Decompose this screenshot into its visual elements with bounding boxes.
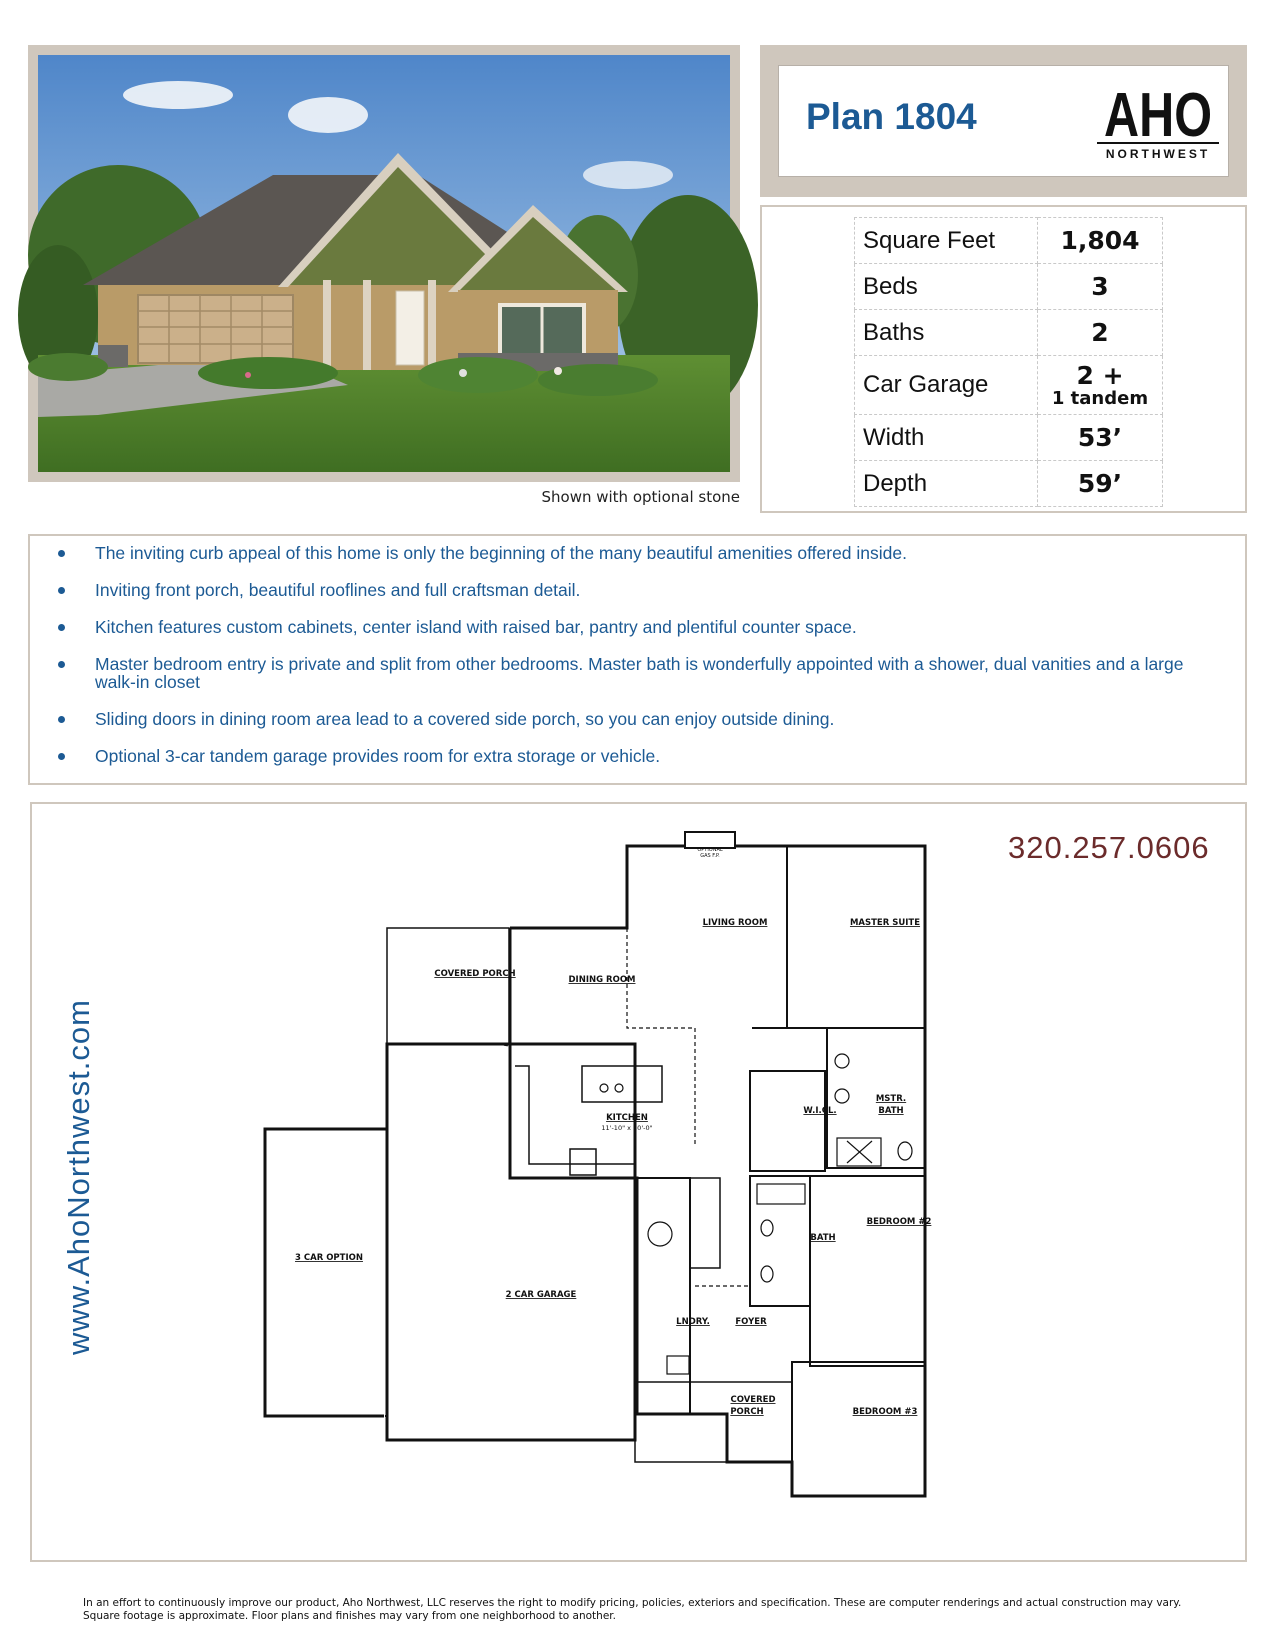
spec-value: 3 [1038,264,1163,310]
kitchen-dimensions: 11'-10" x 10'-0" [601,1124,653,1132]
spec-label: Beds [855,264,1038,310]
bullet-icon [58,661,65,668]
feature-item: The inviting curb appeal of this home is only the beginning of the many beautiful amenities offered inside. [30,544,1245,562]
features-list [30,544,1245,784]
bullet-icon [58,550,65,557]
floor-plan-drawing [257,816,1017,1536]
specs-table [854,217,1163,507]
bullet-icon [58,587,65,594]
spec-label: Width [855,415,1038,461]
room-foyer: FOYER [735,1317,767,1327]
room-covered-porch-front-line2: PORCH [730,1407,764,1417]
feature-item: Master bedroom entry is private and split from other bedrooms. Master bath is wonderfully appointed with a shower, dual vanities and a large walk-in closet [30,655,1245,691]
room-laundry: LNDRY. [676,1317,710,1327]
feature-item: Kitchen features custom cabinets, center island with raised bar, pantry and plentiful counter space. [30,618,1245,636]
room-master-suite: MASTER SUITE [849,918,921,928]
room-covered-porch-front-line1: COVERED [730,1395,776,1405]
spec-value: 2 [1038,310,1163,356]
room-master-bath-line1: MSTR. [875,1094,907,1104]
fireplace-label: GAS F.P. [700,853,720,859]
house-rendering [38,55,730,472]
title-frame [760,45,1247,197]
bullet-icon [58,624,65,631]
photo-caption: Shown with optional stone [541,488,740,506]
room-living-room: LIVING ROOM [702,918,768,928]
room-covered-porch-side: COVERED PORCH [434,969,516,979]
spec-label: Baths [855,310,1038,356]
plan-title: Plan 1804 [806,96,977,137]
room-master-bath-line2: BATH [878,1106,904,1116]
feature-item: Inviting front porch, beautiful rooflines and full craftsman detail. [30,581,1245,599]
phone-number[interactable]: 320.257.0606 [1008,830,1210,865]
spec-value: 59’ [1038,461,1163,507]
room-bath: BATH [810,1233,836,1243]
house-illustration [38,55,730,472]
room-dining-room: DINING ROOM [568,975,636,985]
feature-item: Optional 3-car tandem garage provides room for extra storage or vehicle. [30,747,1245,765]
spec-row [855,310,1163,356]
room-2-car-garage: 2 CAR GARAGE [505,1290,577,1300]
room-bedroom-2: BEDROOM #2 [866,1217,932,1227]
spec-label: Square Feet [855,218,1038,264]
fireplace-optional: OPTIONAL [697,847,723,853]
house-photo-frame [28,45,740,482]
features-panel [28,534,1247,785]
spec-row [855,415,1163,461]
spec-subvalue: 1 tandem [1051,387,1149,409]
spec-row [855,264,1163,310]
specs-panel [760,205,1247,513]
floorplan-panel [30,802,1247,1562]
bullet-icon [58,716,65,723]
website-link[interactable]: www.AhoNorthwest.com [61,999,96,1355]
room-bedroom-3: BEDROOM #3 [852,1407,918,1417]
bullet-icon [58,753,65,760]
room-walk-in-closet: W.I.CL. [803,1106,837,1116]
spec-label: Depth [855,461,1038,507]
spec-row [855,461,1163,507]
logo-sub: NORTHWEST [1105,147,1211,161]
feature-item: Sliding doors in dining room area lead to a covered side porch, so you can enjoy outside dining. [30,710,1245,728]
disclaimer-text: In an effort to continuously improve our product, Aho Northwest, LLC reserves the right to modify pricing, policies, exteriors and specification. These are computer renderings and actual construction may vary. Square footage is approximate. Floor plans and finishes may vary from one neighborhood to another. [83,1597,1182,1622]
room-kitchen: KITCHEN [606,1113,648,1123]
spec-row [855,356,1163,415]
logo-main: AHO [1104,81,1212,150]
spec-value: 2 + 1 tandem [1038,356,1163,415]
aho-northwest-logo [1097,81,1219,164]
spec-value: 53’ [1038,415,1163,461]
spec-value: 1,804 [1038,218,1163,264]
spec-label: Car Garage [855,356,1038,415]
spec-row [855,218,1163,264]
title-box [778,65,1229,177]
room-3-car-option: 3 CAR OPTION [295,1253,363,1263]
